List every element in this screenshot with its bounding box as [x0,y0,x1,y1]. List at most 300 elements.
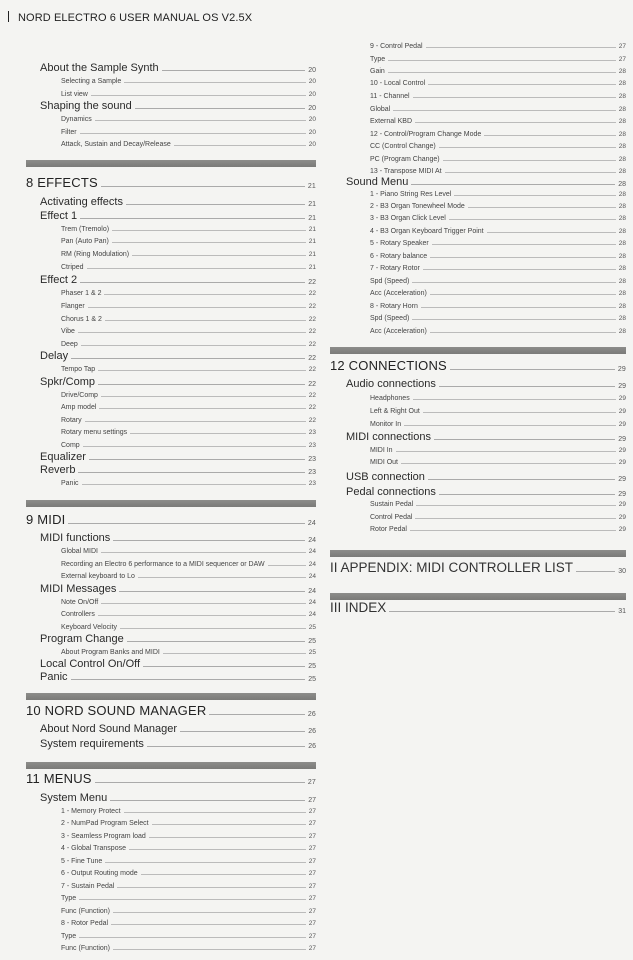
toc-entry-title: Trem (Tremolo) [61,226,110,233]
dot-leader [80,133,306,134]
toc-entry[interactable] [330,486,626,498]
toc-page-number: 29 [618,526,626,533]
dot-leader [439,147,616,148]
toc-entry-title: 11 - Channel [370,93,410,100]
toc-page-number: 21 [307,183,316,190]
dot-leader [110,800,305,801]
toc-entry[interactable] [26,100,316,112]
dot-leader [430,257,616,258]
toc-entry-title: Panic [61,480,79,487]
toc-entry-title: List view [61,91,88,98]
toc-entry-title: 5 - Fine Tune [61,858,103,865]
toc-subentry[interactable] [330,240,626,247]
dot-leader [79,937,306,938]
toc-entry[interactable] [26,671,316,683]
toc-subentry[interactable] [26,820,316,827]
toc-page-number: 22 [308,366,316,373]
toc-subentry[interactable] [330,526,626,533]
dot-leader [423,269,616,270]
toc-page-number: 28 [618,240,626,247]
dot-leader [412,319,615,320]
toc-subentry[interactable] [26,303,316,310]
toc-page-number: 22 [308,303,316,310]
toc-entry[interactable] [26,633,316,645]
toc-subentry[interactable] [330,459,626,466]
toc-entry-title: Local Control On/Off [40,658,141,670]
toc-entry-title: System requirements [40,738,144,750]
toc-entry[interactable] [26,738,316,750]
toc-entry-title: Reverb [40,464,76,476]
toc-subentry[interactable] [330,93,626,100]
dot-leader [180,731,305,732]
dot-leader [443,160,616,161]
toc-page-number: 31 [618,608,626,615]
toc-page-number: 27 [308,870,316,877]
toc-entry[interactable] [26,196,316,208]
dot-leader [389,611,615,612]
toc-entry-title: Effect 1 [40,210,78,222]
dot-leader [101,186,305,187]
toc-page-number: 26 [308,743,316,750]
toc-page-number: 27 [308,908,316,915]
toc-entry-title: 10 NORD SOUND MANAGER [26,703,207,718]
toc-subentry[interactable] [330,278,626,285]
toc-subentry[interactable] [26,290,316,297]
toc-subentry[interactable] [26,129,316,136]
toc-entry-title: II APPENDIX: MIDI CONTROLLER LIST [330,560,574,575]
dot-leader [147,746,305,747]
dot-leader [105,862,306,863]
dot-leader [68,523,304,524]
toc-page-number: 21 [308,238,316,245]
toc-subentry[interactable] [26,316,316,323]
toc-subentry[interactable] [26,908,316,915]
toc-subentry[interactable] [330,328,626,335]
toc-entry-title: 5 - Rotary Speaker [370,240,429,247]
toc-entry[interactable] [26,350,316,362]
dot-leader [124,82,305,83]
toc-subentry[interactable] [26,920,316,927]
dot-leader [71,358,305,359]
dot-leader [434,439,615,440]
toc-page-number: 29 [617,366,626,373]
toc-subentry[interactable] [330,215,626,222]
toc-entry[interactable] [330,176,626,188]
dot-leader [130,433,306,434]
dot-leader [80,218,305,219]
toc-entry-title: 12 CONNECTIONS [330,358,447,373]
toc-entry-title: 10 - Local Control [370,80,426,87]
toc-subentry[interactable] [26,649,316,656]
toc-subentry[interactable] [330,143,626,150]
toc-subentry[interactable] [26,341,316,348]
toc-entry-title: 1 - Memory Protect [61,808,121,815]
toc-section-heading[interactable] [330,600,626,615]
toc-page-number: 28 [618,93,626,100]
toc-subentry[interactable] [26,429,316,436]
toc-entry-title: Equalizer [40,451,86,463]
toc-entry[interactable] [26,658,316,670]
section-divider-band [330,550,626,557]
toc-entry[interactable] [330,471,626,483]
toc-page-number: 25 [308,649,316,656]
dot-leader [113,540,305,541]
toc-subentry[interactable] [26,404,316,411]
toc-entry-title: 6 - Output Routing mode [61,870,138,877]
toc-subentry[interactable] [26,624,316,631]
dot-leader [430,332,616,333]
toc-entry[interactable] [26,583,316,595]
toc-subentry[interactable] [26,226,316,233]
toc-entry[interactable] [26,792,316,804]
toc-entry-title: III INDEX [330,600,387,615]
toc-subentry[interactable] [330,514,626,521]
dot-leader [129,849,306,850]
toc-subentry[interactable] [330,290,626,297]
toc-subentry[interactable] [26,895,316,902]
toc-subentry[interactable] [26,417,316,424]
toc-page-number: 24 [308,611,316,618]
dot-leader [449,219,616,220]
dot-leader [411,184,615,185]
toc-subentry[interactable] [26,328,316,335]
toc-entry-title: External keyboard to Lo [61,573,135,580]
toc-page-number: 29 [618,476,626,483]
toc-page-number: 22 [308,328,316,335]
toc-page-number: 28 [618,265,626,272]
toc-page-number: 22 [308,404,316,411]
dot-leader [71,679,306,680]
toc-entry-title: Monitor In [370,421,402,428]
toc-page-number: 22 [308,279,316,286]
section-divider-band [26,762,316,769]
dot-leader [413,97,616,98]
toc-page-number: 28 [618,191,626,198]
toc-entry[interactable] [26,376,316,388]
toc-entry-title: Drive/Comp [61,392,98,399]
toc-page-number: 22 [308,392,316,399]
toc-page-number: 22 [308,290,316,297]
toc-subentry[interactable] [26,599,316,606]
toc-entry-title: 13 - Transpose MIDI At [370,168,442,175]
dot-leader [430,294,616,295]
dot-leader [83,446,306,447]
dot-leader [576,571,615,572]
toc-page-number: 29 [618,514,626,521]
dot-leader [152,824,306,825]
toc-page-number: 24 [308,588,316,595]
toc-page-number: 23 [308,429,316,436]
toc-page-number: 23 [308,469,316,476]
toc-page-number: 20 [308,67,316,74]
toc-page-number: 27 [618,56,626,63]
toc-entry-title: RM (Ring Modulation) [61,251,130,258]
toc-subentry[interactable] [26,442,316,449]
toc-subentry[interactable] [330,303,626,310]
toc-page-number: 29 [618,447,626,454]
toc-entry-title: 6 - Rotary balance [370,253,428,260]
toc-subentry[interactable] [26,78,316,85]
dot-leader [163,653,306,654]
toc-entry[interactable] [26,464,316,476]
toc-entry-title: MIDI functions [40,532,111,544]
toc-page-number: 28 [618,168,626,175]
toc-subentry[interactable] [26,251,316,258]
toc-entry-title: Controllers [61,611,95,618]
toc-page-number: 27 [307,779,316,786]
toc-page-number: 29 [618,421,626,428]
toc-entry-title: Sustain Pedal [370,501,414,508]
toc-page-number: 27 [308,797,316,804]
dot-leader [138,577,306,578]
toc-subentry[interactable] [330,43,626,50]
toc-subentry[interactable] [330,118,626,125]
toc-subentry[interactable] [26,870,316,877]
section-divider-band [330,593,626,600]
toc-subentry[interactable] [330,80,626,87]
dot-leader [98,384,305,385]
toc-entry-title: 3 - B3 Organ Click Level [370,215,446,222]
toc-page-number: 29 [618,408,626,415]
dot-leader [101,396,306,397]
toc-entry[interactable] [26,62,316,74]
dot-leader [78,332,306,333]
toc-subentry[interactable] [26,611,316,618]
toc-subentry[interactable] [26,366,316,373]
toc-page-number: 28 [618,181,626,188]
toc-page-number: 28 [618,253,626,260]
toc-subentry[interactable] [26,116,316,123]
toc-section-heading[interactable] [26,703,316,718]
toc-subentry[interactable] [26,858,316,865]
toc-page-number: 27 [308,933,316,940]
toc-subentry[interactable] [26,833,316,840]
toc-entry-title: About the Sample Synth [40,62,159,74]
toc-subentry[interactable] [330,265,626,272]
toc-entry-title: MIDI connections [346,431,431,443]
dot-leader [79,899,306,900]
dot-leader [143,666,305,667]
toc-entry-title: Flanger [61,303,85,310]
dot-leader [162,70,306,71]
toc-page-number: 28 [618,68,626,75]
dot-leader [412,282,615,283]
dot-leader [393,110,616,111]
toc-entry-title: Vibe [61,328,75,335]
dot-leader [88,307,306,308]
dot-leader [415,122,616,123]
toc-page-number: 24 [308,537,316,544]
toc-subentry[interactable] [330,68,626,75]
toc-subentry[interactable] [26,238,316,245]
dot-leader [484,135,615,136]
toc-page-number: 28 [618,203,626,210]
toc-page-number: 29 [618,501,626,508]
toc-entry-title: 1 - Piano String Res Level [370,191,452,198]
toc-entry-title: Pedal connections [346,486,436,498]
toc-subentry[interactable] [330,395,626,402]
header-rule [8,11,9,22]
toc-entry-title: Amp model [61,404,97,411]
dot-leader [113,949,306,950]
toc-subentry[interactable] [26,548,316,555]
toc-subentry[interactable] [26,808,316,815]
toc-subentry[interactable] [330,56,626,63]
toc-entry-title: Dynamics [61,116,92,123]
toc-subentry[interactable] [330,501,626,508]
toc-entry-title: Note On/Off [61,599,99,606]
dot-leader [119,591,305,592]
toc-entry-title: Chorus 1 & 2 [61,316,102,323]
toc-page-number: 29 [618,436,626,443]
toc-entry-title: Keyboard Velocity [61,624,118,631]
dot-leader [445,172,616,173]
section-divider-band [330,347,626,354]
toc-subentry[interactable] [330,447,626,454]
toc-page-number: 28 [618,118,626,125]
toc-entry-title: Filter [61,129,77,136]
dot-leader [98,615,306,616]
toc-section-heading[interactable] [330,560,626,575]
toc-entry-title: Panic [40,671,68,683]
toc-subentry[interactable] [26,933,316,940]
toc-entry[interactable] [26,532,316,544]
dot-leader [426,47,616,48]
toc-entry-title: Func (Function) [61,908,111,915]
toc-page-number: 24 [308,548,316,555]
dot-leader [89,459,305,460]
page-header [8,11,252,24]
toc-subentry[interactable] [330,168,626,175]
toc-subentry[interactable] [26,392,316,399]
toc-page-number: 28 [618,328,626,335]
toc-entry-title: 9 MIDI [26,512,66,527]
toc-entry-title: 2 - B3 Organ Tonewheel Mode [370,203,465,210]
toc-entry-title: Comp [61,442,80,449]
dot-leader [416,505,616,506]
toc-section-heading[interactable] [26,512,316,527]
dot-leader [432,244,616,245]
dot-leader [98,370,306,371]
toc-entry-title: Spkr/Comp [40,376,96,388]
toc-subentry[interactable] [26,845,316,852]
toc-subentry[interactable] [330,421,626,428]
toc-entry[interactable] [26,210,316,222]
toc-page-number: 27 [308,833,316,840]
dot-leader [209,714,304,715]
toc-subentry[interactable] [26,883,316,890]
toc-entry[interactable] [26,723,316,735]
toc-entry[interactable] [330,431,626,443]
toc-page-number: 28 [618,290,626,297]
toc-subentry[interactable] [330,253,626,260]
toc-subentry[interactable] [330,131,626,138]
toc-section-heading[interactable] [330,358,626,373]
dot-leader [404,425,616,426]
dot-leader [104,294,305,295]
toc-entry-title: Tempo Tap [61,366,96,373]
toc-entry-title: Rotary [61,417,82,424]
toc-subentry[interactable] [330,156,626,163]
toc-page-number: 28 [618,278,626,285]
toc-entry-title: System Menu [40,792,108,804]
toc-entry-title: About Nord Sound Manager [40,723,177,735]
toc-page-number: 25 [308,676,316,683]
toc-subentry[interactable] [26,264,316,271]
toc-entry-title: Type [61,933,77,940]
toc-page-number: 21 [308,264,316,271]
toc-entry[interactable] [26,274,316,286]
dot-leader [428,479,615,480]
dot-leader [421,307,616,308]
section-divider-band [26,160,316,167]
toc-entry[interactable] [330,378,626,390]
toc-page-number: 27 [308,945,316,952]
toc-entry-title: Control Pedal [370,514,413,521]
toc-page-number: 28 [618,80,626,87]
toc-entry-title: Rotary menu settings [61,429,128,436]
dot-leader [468,207,616,208]
toc-page-number: 27 [308,883,316,890]
toc-subentry[interactable] [330,408,626,415]
toc-subentry[interactable] [330,315,626,322]
toc-subentry[interactable] [330,228,626,235]
dot-leader [396,451,616,452]
toc-entry-title: Activating effects [40,196,123,208]
toc-subentry[interactable] [26,945,316,952]
dot-leader [105,320,306,321]
toc-page-number: 21 [308,251,316,258]
toc-page-number: 23 [308,480,316,487]
toc-page-number: 27 [308,808,316,815]
toc-subentry[interactable] [330,106,626,113]
toc-subentry[interactable] [330,191,626,198]
dot-leader [101,552,306,553]
toc-section-heading[interactable] [26,175,316,190]
toc-entry-title: MIDI In [370,447,393,454]
dot-leader [117,887,305,888]
toc-entry-title: PC (Program Change) [370,156,440,163]
toc-subentry[interactable] [26,480,316,487]
dot-leader [101,603,306,604]
dot-leader [111,924,306,925]
toc-page-number: 25 [308,663,316,670]
toc-entry-title: 2 - NumPad Program Select [61,820,149,827]
toc-subentry[interactable] [26,91,316,98]
toc-entry-title: Type [61,895,77,902]
toc-page-number: 20 [308,105,316,112]
dot-leader [401,463,616,464]
toc-page-number: 24 [308,573,316,580]
toc-subentry[interactable] [26,141,316,148]
toc-page-number: 29 [618,395,626,402]
toc-entry[interactable] [26,451,316,463]
toc-subentry[interactable] [26,561,316,568]
toc-subentry[interactable] [330,203,626,210]
dot-leader [91,95,306,96]
toc-section-heading[interactable] [26,771,316,786]
dot-leader [87,268,306,269]
toc-subentry[interactable] [26,573,316,580]
toc-page-number: 21 [308,201,316,208]
toc-entry-title: Global MIDI [61,548,98,555]
toc-page-number: 22 [308,381,316,388]
dot-leader [126,204,305,205]
toc-entry-title: Program Change [40,633,124,645]
toc-entry-title: Attack, Sustain and Decay/Release [61,141,171,148]
toc-entry-title: Phaser 1 & 2 [61,290,102,297]
toc-page-number: 22 [308,341,316,348]
